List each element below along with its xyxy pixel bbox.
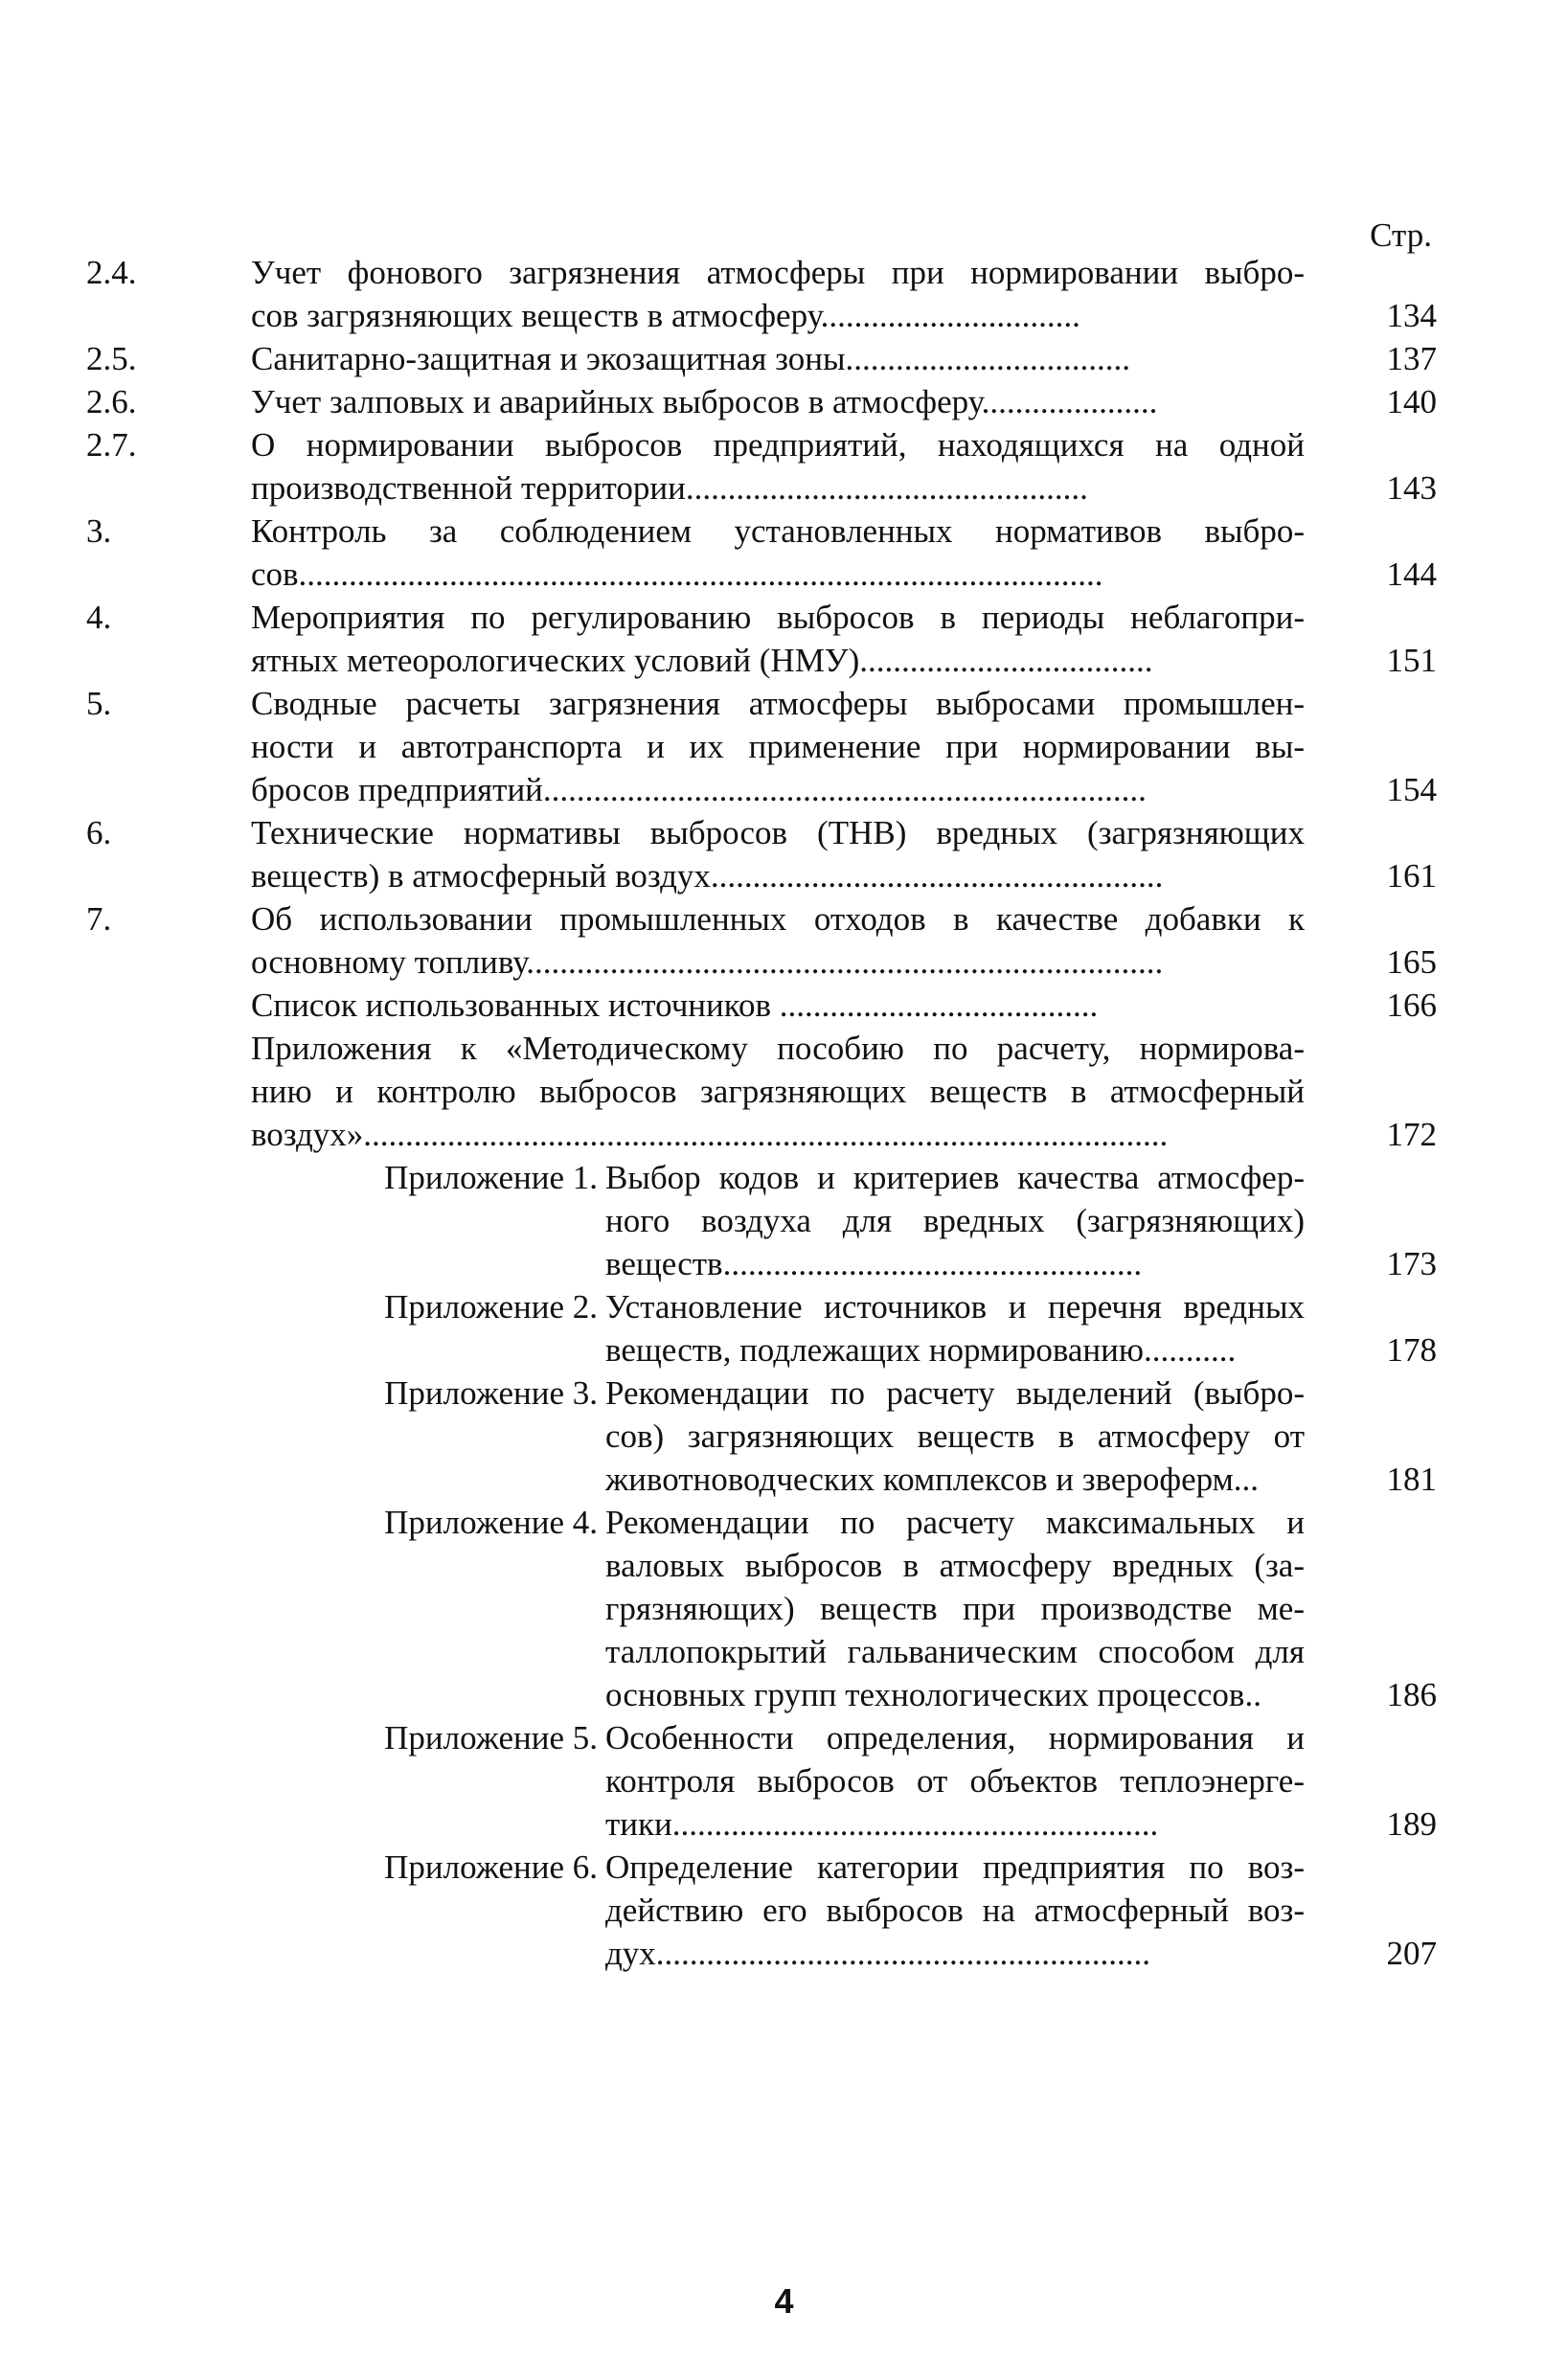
appendix-title: [605, 1846, 1305, 1975]
appendix-label: Приложение 1.: [384, 1159, 598, 1196]
appendix-label: Приложение 5.: [384, 1719, 598, 1757]
entry-number: 7.: [86, 900, 112, 938]
entry-line: бросов предприятий........................................................................: [251, 771, 1147, 808]
entry-title: [251, 423, 1305, 510]
appendix-line: Особенности определения, нормирования и: [605, 1719, 1305, 1757]
entry-title: [251, 811, 1305, 897]
toc-entry: [86, 337, 1437, 380]
entry-number: 2.6.: [86, 383, 137, 420]
appendix-line: основных групп технологических процессов..: [605, 1676, 1261, 1713]
toc-entry: [86, 811, 1437, 897]
entry-title: [251, 984, 1305, 1027]
appendix-page: 186: [1386, 1676, 1437, 1713]
entry-line: основному топливу............................................................................: [251, 943, 1164, 981]
appendix-label: Приложение 4.: [384, 1504, 598, 1541]
toc-entry: [86, 596, 1437, 682]
appendix-title: [605, 1156, 1305, 1285]
entry-line: Мероприятия по регулированию выбросов в периоды неблагопри-: [251, 599, 1305, 636]
appendix-entry: [251, 1846, 1437, 1975]
entry-number: 2.7.: [86, 426, 137, 464]
entry-line: Приложения к «Методическому пособию по расчету, нормирова-: [251, 1030, 1305, 1067]
appendix-line: действию его выбросов на атмосферный воз-: [605, 1892, 1305, 1929]
entry-line: нию и контролю выбросов загрязняющих веществ в атмосферный: [251, 1073, 1305, 1110]
appendix-title: [605, 1716, 1305, 1846]
appendix-line: грязняющих) веществ при производстве ме-: [605, 1590, 1305, 1627]
entry-line: Сводные расчеты загрязнения атмосферы выбросами промышлен-: [251, 685, 1305, 722]
entry-line: Об использовании промышленных отходов в качестве добавки к: [251, 900, 1305, 938]
appendix-line: таллопокрытий гальваническим способом для: [605, 1633, 1305, 1670]
entry-page: 161: [1386, 857, 1437, 895]
entry-line: Учет фонового загрязнения атмосферы при нормировании выбро-: [251, 254, 1305, 291]
appendix-entry: [251, 1285, 1437, 1371]
entry-line: воздух»................................................................................................: [251, 1116, 1169, 1153]
appendix-line: сов) загрязняющих веществ в атмосферу от: [605, 1417, 1305, 1455]
appendix-label: Приложение 2.: [384, 1288, 598, 1326]
page-column-header: Стр.: [1370, 216, 1432, 254]
entry-number: 4.: [86, 599, 112, 636]
page-number: 4: [774, 2281, 794, 2321]
appendix-line: веществ..................................................: [605, 1245, 1143, 1282]
entry-line: Санитарно-защитная и экозащитная зоны..................................: [251, 340, 1130, 377]
entry-page: 151: [1386, 642, 1437, 679]
entry-title: [251, 251, 1305, 337]
toc-entry: [86, 897, 1437, 984]
appendix-line: контроля выбросов от объектов теплоэнерге-: [605, 1762, 1305, 1800]
entry-page: 137: [1386, 340, 1437, 377]
appendix-entry: [251, 1716, 1437, 1846]
appendix-line: дух...........................................................: [605, 1935, 1151, 1972]
appendix-line: тики..........................................................: [605, 1805, 1159, 1843]
appendix-line: Выбор кодов и критериев качества атмосфер-: [605, 1159, 1305, 1196]
appendix-label: Приложение 3.: [384, 1374, 598, 1412]
entry-line: веществ) в атмосферный воздух......................................................: [251, 857, 1164, 895]
entry-page: 165: [1386, 943, 1437, 981]
entry-title: [251, 596, 1305, 682]
entry-number: 2.5.: [86, 340, 137, 377]
appendix-line: веществ, подлежащих нормированию...........: [605, 1331, 1237, 1369]
appendix-title: [605, 1501, 1305, 1716]
entry-line: ности и автотранспорта и их применение при нормировании вы-: [251, 728, 1305, 765]
entry-number: 6.: [86, 814, 112, 851]
appendix-line: Рекомендации по расчету максимальных и: [605, 1504, 1305, 1541]
appendix-entry: [251, 1371, 1437, 1501]
entry-page: 172: [1386, 1116, 1437, 1153]
entry-number: 2.4.: [86, 254, 137, 291]
appendix-page: 181: [1386, 1461, 1437, 1498]
toc-entry: [86, 423, 1437, 510]
appendix-title: [605, 1285, 1305, 1371]
toc-entry: [86, 682, 1437, 811]
toc-entry: [86, 1027, 1437, 1156]
entry-page: 154: [1386, 771, 1437, 808]
appendix-title: [605, 1371, 1305, 1501]
appendix-line: ного воздуха для вредных (загрязняющих): [605, 1202, 1305, 1239]
appendix-page: 178: [1386, 1331, 1437, 1369]
appendix-entry: [251, 1156, 1437, 1285]
entry-line: сов загрязняющих веществ в атмосферу...............................: [251, 297, 1080, 334]
entry-line: Учет залповых и аварийных выбросов в атмосферу.....................: [251, 383, 1158, 420]
appendix-page: 207: [1386, 1935, 1437, 1972]
appendix-entry: [251, 1501, 1437, 1716]
entry-page: 144: [1386, 555, 1437, 593]
entry-title: [251, 380, 1305, 423]
appendix-line: Установление источников и перечня вредных: [605, 1288, 1305, 1326]
entry-page: 166: [1386, 986, 1437, 1024]
entry-page: 140: [1386, 383, 1437, 420]
entry-number: 3.: [86, 512, 112, 550]
toc-entry: [86, 251, 1437, 337]
appendix-line: Определение категории предприятия по воз-: [605, 1848, 1305, 1886]
entry-line: Список использованных источников ......................................: [251, 986, 1099, 1024]
entry-title: [251, 337, 1305, 380]
entry-page: 143: [1386, 469, 1437, 507]
entry-title: [251, 897, 1305, 984]
entry-title: [251, 510, 1305, 596]
entry-line: ятных метеорологических условий (НМУ)...................................: [251, 642, 1153, 679]
appendix-line: Рекомендации по расчету выделений (выбро-: [605, 1374, 1305, 1412]
entry-page: 134: [1386, 297, 1437, 334]
toc-entry: [86, 984, 1437, 1027]
toc-entry: [86, 510, 1437, 596]
appendix-line: валовых выбросов в атмосферу вредных (за-: [605, 1547, 1305, 1584]
entry-line: О нормировании выбросов предприятий, находящихся на одной: [251, 426, 1305, 464]
entry-line: производственной территории................................................: [251, 469, 1088, 507]
entry-title: [251, 682, 1305, 811]
toc-entry: [86, 380, 1437, 423]
table-of-contents: [86, 251, 1437, 1975]
entry-number: 5.: [86, 685, 112, 722]
appendix-line: животноводческих комплексов и звероферм...: [605, 1461, 1260, 1498]
entry-line: сов................................................................................................: [251, 555, 1103, 593]
appendix-page: 189: [1386, 1805, 1437, 1843]
appendix-page: 173: [1386, 1245, 1437, 1282]
entry-line: Контроль за соблюдением установленных нормативов выбро-: [251, 512, 1305, 550]
entry-title: [251, 1027, 1305, 1156]
appendix-label: Приложение 6.: [384, 1848, 598, 1886]
entry-line: Технические нормативы выбросов (ТНВ) вредных (загрязняющих: [251, 814, 1305, 851]
